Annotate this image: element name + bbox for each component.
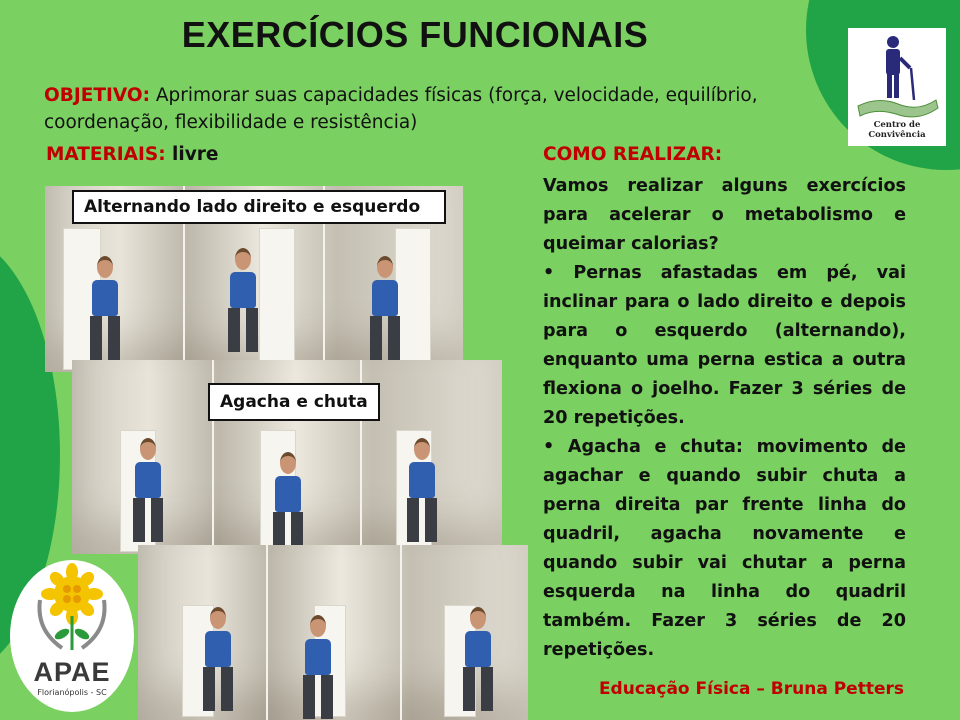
person-figure [365,256,405,360]
apae-city: Florianópolis - SC [37,688,107,697]
person-figure [268,452,308,554]
how-to-step-1: • Pernas afastadas em pé, vai inclinar para o lado direito e depois para o esquerdo (alternando), enquanto uma perna estica a outra flexiona o joelho. Fazer 3 séries de 20 repetições. [543,263,906,428]
person-figure [85,256,125,360]
person-figure [402,438,442,542]
caption-side-lunges: Alternando lado direito e esquerdo [72,190,446,224]
sunflower-hands-icon [10,560,134,660]
how-to-step-2: • Agacha e chuta: movimento de agachar e quando subir chuta a perna direita par frente linha do quadril, agacha novamente e quando subir vai chutar a perna esquerda na linha do quadril também. Fazer 3 séries de 20 repetições. [543,437,906,660]
caption-squat-kick: Agacha e chuta [208,383,380,421]
how-to-body [543,172,906,665]
materials-label: MATERIAIS: [46,144,166,165]
materials-text [46,144,218,165]
person-figure [458,607,498,711]
how-to-intro: Vamos realizar alguns exercícios para acelerar o metabolismo e queimar calorias? [543,176,906,254]
person-figure [198,607,238,711]
person-figure [223,248,263,352]
person-figure [298,615,338,719]
objective-label: OBJETIVO: [44,85,150,106]
materials-value: livre [165,144,219,165]
page-title: EXERCÍCIOS FUNCIONAIS [181,14,649,55]
centro-convivencia-logo [848,28,946,146]
objective-text [44,82,804,136]
objective-body: Aprimorar suas capacidades físicas (força, velocidade, equilíbrio, coordenação, flexibilidade e resistência) [44,85,758,133]
apae-logo [10,560,134,712]
person-figure [128,438,168,542]
centro-convivencia-label: Centro de Convivência [868,120,926,140]
apae-name: APAE [33,657,111,687]
elderly-person-icon [848,28,946,128]
footer-author: Educação Física – Bruna Petters [598,679,904,699]
how-to-heading: COMO REALIZAR: [543,144,723,165]
photo-wall-kick [138,545,528,720]
